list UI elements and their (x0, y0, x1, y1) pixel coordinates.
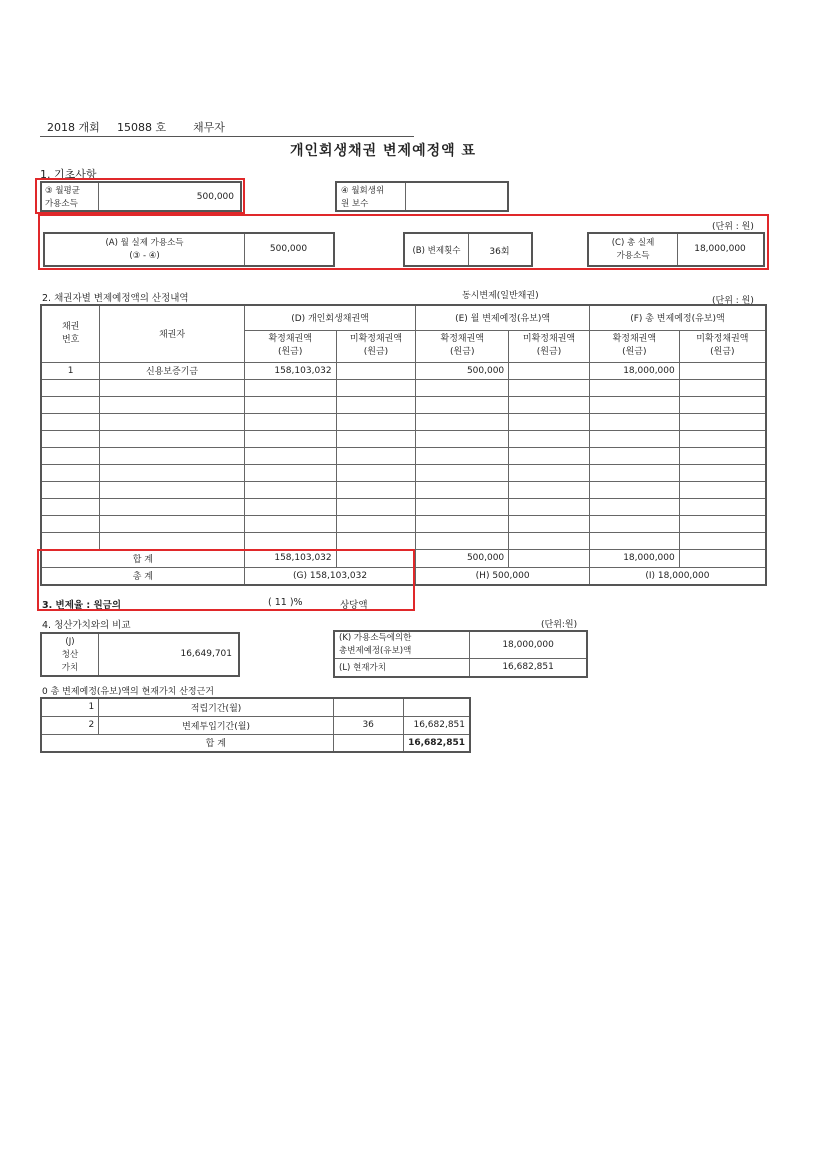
col-header-e-unfixed (509, 330, 590, 362)
col-header-d-fixed-line1: 확정채권액 (268, 334, 312, 344)
row-creditor: 신용보증기금 (100, 362, 244, 379)
col-header-e-unfixed-line2: (원금) (536, 347, 562, 357)
col-header-no-line2: 번호 (61, 334, 80, 345)
row-f-fixed (589, 379, 679, 396)
row-f-fixed (589, 498, 679, 515)
row-e-unfixed (509, 396, 590, 413)
col-header-f-fixed-line1: 확정채권액 (612, 334, 657, 344)
row-f-unfixed (679, 515, 766, 532)
row-e-fixed (416, 481, 509, 498)
row-e-fixed (416, 379, 509, 396)
row-f-fixed (589, 447, 679, 464)
col-header-d-unfixed-line1: 미확정채권액 (349, 334, 403, 344)
row-no (41, 447, 100, 464)
j-label-line1: (J) (65, 637, 75, 647)
row-d-unfixed (336, 362, 416, 379)
section2-unit: (단위 : 원) (712, 296, 754, 306)
a-value: 500,000 (269, 244, 308, 254)
row-f-unfixed (679, 379, 766, 396)
highlight-totals (37, 549, 415, 611)
present-value-table (40, 697, 471, 753)
k-value: 18,000,000 (470, 631, 587, 659)
row-creditor (100, 515, 244, 532)
total-i: (I) 18,000,000 (589, 567, 766, 585)
section2-heading: 2. 채권자별 변제예정액의 산정내역 (42, 293, 189, 304)
row-d-unfixed (336, 396, 416, 413)
row-no (41, 379, 100, 396)
item4-divider (405, 183, 406, 210)
row-f-unfixed (679, 447, 766, 464)
pv-row-value (403, 698, 470, 716)
sum-f: 18,000,000 (589, 549, 679, 567)
row-f-unfixed (679, 498, 766, 515)
row-creditor (100, 379, 244, 396)
row-no (41, 413, 100, 430)
l-label: (L) 현재가치 (334, 659, 470, 677)
table-row (41, 498, 766, 515)
col-header-e-unfixed-line1: 미확정채권액 (522, 334, 576, 344)
table-row (41, 362, 766, 379)
item3-label-line2: 가용소득 (45, 199, 78, 209)
section3-suffix: 상당액 (340, 600, 368, 611)
section4-unit: (단위:원) (541, 620, 578, 630)
b-value: 36회 (489, 247, 510, 257)
row-f-fixed: 18,000,000 (589, 362, 679, 379)
case-number: 15088 호 (117, 121, 167, 134)
highlight-summary (38, 214, 769, 270)
row-e-fixed (416, 413, 509, 430)
pv-total-months (333, 734, 403, 752)
sum-d: 158,103,032 (244, 549, 336, 567)
row-e-fixed (416, 430, 509, 447)
row-e-unfixed (509, 464, 590, 481)
table-row (41, 447, 766, 464)
row-no (41, 396, 100, 413)
sum-e: 500,000 (416, 549, 509, 567)
pv-rows (41, 698, 470, 734)
col-header-f-unfixed (679, 330, 766, 362)
table-row (41, 698, 470, 716)
creditor-rows (41, 362, 766, 549)
header-rule (40, 136, 414, 137)
section3-label: 3. 변제율 : 원금의 (42, 600, 122, 611)
a-label-line1: (A) 월 실제 가용소득 (105, 238, 184, 248)
row-f-unfixed (679, 362, 766, 379)
section1-unit: (단위 : 원) (712, 222, 754, 232)
row-d-fixed (244, 515, 336, 532)
row-d-unfixed (336, 515, 416, 532)
k-label-line2: 총변제예정(유보)액 (339, 646, 412, 656)
item4-label (341, 185, 384, 211)
item3-value: 500,000 (196, 192, 234, 202)
row-d-fixed (244, 498, 336, 515)
k-label-line1: (K) 가용소득에의한 (339, 633, 412, 643)
row-d-unfixed (336, 481, 416, 498)
pv-total-label: 합 계 (99, 734, 334, 752)
table-row (41, 515, 766, 532)
row-d-fixed (244, 481, 336, 498)
row-f-fixed (589, 396, 679, 413)
col-header-e-fixed (416, 330, 509, 362)
b-label: (B) 변제횟수 (412, 246, 461, 256)
pv-row-label: 변제투입기간(월) (99, 716, 334, 734)
table-row (41, 464, 766, 481)
col-header-f-unfixed-line1: 미확정채권액 (696, 334, 749, 344)
c-label-line2: 가용소득 (616, 251, 650, 261)
j-value: 16,649,701 (180, 649, 232, 659)
row-d-unfixed (336, 430, 416, 447)
case-year: 2018 개회 (47, 121, 100, 134)
j-divider (98, 634, 99, 675)
row-d-fixed: 158,103,032 (244, 362, 336, 379)
row-creditor (100, 447, 244, 464)
row-creditor (100, 413, 244, 430)
table-row (41, 413, 766, 430)
row-e-fixed (416, 498, 509, 515)
total-g: (G) 158,103,032 (244, 567, 416, 585)
row-no (41, 532, 100, 549)
row-no (41, 481, 100, 498)
row-f-fixed (589, 413, 679, 430)
pv-row-value: 16,682,851 (403, 716, 470, 734)
row-f-unfixed (679, 532, 766, 549)
row-f-unfixed (679, 464, 766, 481)
col-header-creditor: 채권자 (100, 305, 244, 362)
row-creditor (100, 464, 244, 481)
row-creditor (100, 532, 244, 549)
sum-f-unfixed (679, 549, 766, 567)
col-header-f-unfixed-line2: (원금) (710, 347, 735, 357)
row-e-unfixed (509, 532, 590, 549)
row-creditor (100, 430, 244, 447)
a-label-line2: (③ - ④) (129, 251, 160, 261)
sum-label: 합 계 (41, 549, 244, 567)
kl-table (333, 630, 588, 678)
c-label-line1: (C) 총 실제 (611, 238, 655, 248)
row-no (41, 430, 100, 447)
col-header-e-fixed-line1: 확정채권액 (440, 334, 484, 344)
table-row (41, 430, 766, 447)
section1-heading: 1. 기초사항 (40, 168, 97, 181)
row-e-fixed (416, 515, 509, 532)
row-d-fixed (244, 464, 336, 481)
table-row (41, 716, 470, 734)
col-group-e: (E) 월 변제예정(유보)액 (416, 305, 590, 330)
row-d-unfixed (336, 532, 416, 549)
table-row (41, 379, 766, 396)
row-f-fixed (589, 481, 679, 498)
c-value: 18,000,000 (694, 244, 746, 254)
col-header-e-fixed-line2: (원금) (450, 347, 475, 357)
section5-heading: 0 총 변제예정(유보)액의 현재가치 산정근거 (42, 687, 214, 697)
row-e-fixed (416, 396, 509, 413)
pv-total-value: 16,682,851 (403, 734, 470, 752)
sum-e-unfixed (509, 549, 590, 567)
row-f-unfixed (679, 430, 766, 447)
row-e-unfixed (509, 481, 590, 498)
item3-label-line1: ③ 월평균 (45, 186, 80, 196)
j-label (42, 636, 98, 675)
total-label: 총 계 (41, 567, 244, 585)
case-role: 채무자 (193, 121, 225, 134)
row-e-unfixed (509, 430, 590, 447)
col-header-d-fixed (244, 330, 336, 362)
total-h: (H) 500,000 (416, 567, 590, 585)
row-d-unfixed (336, 447, 416, 464)
row-e-unfixed (509, 379, 590, 396)
row-no (41, 498, 100, 515)
row-d-unfixed (336, 498, 416, 515)
pv-total-no (41, 734, 99, 752)
row-d-unfixed (336, 464, 416, 481)
col-header-f-fixed-line2: (원금) (622, 347, 647, 357)
row-e-unfixed (509, 362, 590, 379)
row-d-fixed (244, 413, 336, 430)
j-box (40, 632, 240, 677)
row-f-unfixed (679, 481, 766, 498)
section4-heading: 4. 청산가치와의 비교 (42, 620, 131, 631)
row-e-fixed (416, 464, 509, 481)
row-f-unfixed (679, 396, 766, 413)
item4-box (335, 181, 509, 212)
col-header-no (41, 305, 100, 362)
row-e-unfixed (509, 413, 590, 430)
col-header-f-fixed (589, 330, 679, 362)
row-creditor (100, 396, 244, 413)
row-no: 1 (41, 362, 100, 379)
row-d-fixed (244, 532, 336, 549)
pv-row-no: 2 (41, 716, 99, 734)
col-header-d-fixed-line2: (원금) (277, 347, 303, 357)
j-label-line2: 청산 (61, 650, 79, 660)
row-f-fixed (589, 532, 679, 549)
row-e-fixed: 500,000 (416, 362, 509, 379)
table-row (41, 532, 766, 549)
pv-row-months (333, 698, 403, 716)
pv-row-no: 1 (41, 698, 99, 716)
row-d-fixed (244, 396, 336, 413)
row-f-fixed (589, 464, 679, 481)
row-e-unfixed (509, 515, 590, 532)
section3-rate: ( 11 )% (268, 597, 303, 608)
row-e-unfixed (509, 498, 590, 515)
pv-row-label: 적립기간(월) (99, 698, 334, 716)
section2-subtype: 동시변제(일반채권) (462, 291, 539, 301)
l-value: 16,682,851 (470, 659, 587, 677)
col-header-no-line1: 채권 (61, 321, 80, 332)
row-d-fixed (244, 430, 336, 447)
row-f-fixed (589, 515, 679, 532)
row-d-fixed (244, 447, 336, 464)
col-group-f: (F) 총 변제예정(유보)액 (589, 305, 766, 330)
row-creditor (100, 481, 244, 498)
k-label (334, 631, 470, 659)
row-e-fixed (416, 532, 509, 549)
pv-row-months: 36 (333, 716, 403, 734)
j-label-line3: 가치 (61, 663, 79, 673)
row-no (41, 515, 100, 532)
col-group-d: (D) 개인회생채권액 (244, 305, 416, 330)
creditor-table (40, 304, 767, 586)
row-e-fixed (416, 447, 509, 464)
row-d-unfixed (336, 379, 416, 396)
row-f-fixed (589, 430, 679, 447)
table-row (41, 481, 766, 498)
highlight-item3 (35, 178, 245, 214)
col-header-d-unfixed (336, 330, 416, 362)
row-no (41, 464, 100, 481)
row-e-unfixed (509, 447, 590, 464)
item4-label-line2: 원 보수 (341, 199, 369, 209)
page-title: 개인회생채권 변제예정액 표 (290, 143, 477, 159)
col-header-d-unfixed-line2: (원금) (363, 347, 389, 357)
row-d-unfixed (336, 413, 416, 430)
row-d-fixed (244, 379, 336, 396)
item4-label-line1: ④ 월회생위 (341, 186, 385, 196)
table-row (41, 396, 766, 413)
row-f-unfixed (679, 413, 766, 430)
row-creditor (100, 498, 244, 515)
